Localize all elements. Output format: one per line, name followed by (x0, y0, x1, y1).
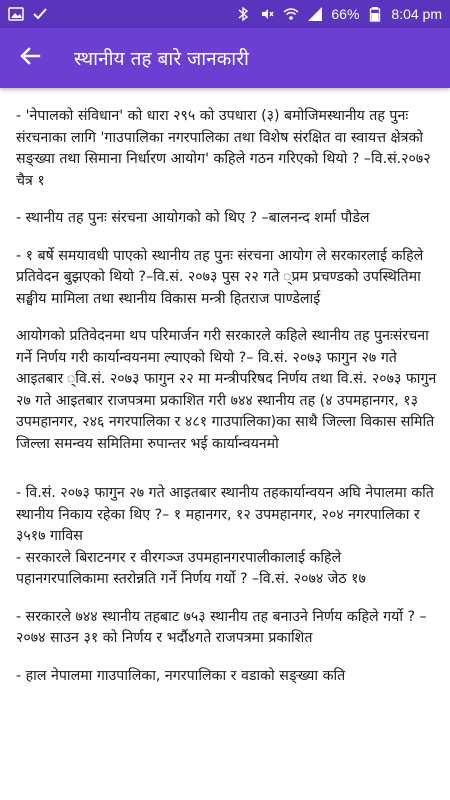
arrow-left-icon (19, 45, 41, 71)
page-title: स्थानीय तह बारे जानकारी (74, 48, 249, 70)
mute-icon (259, 6, 275, 22)
app-bar (0, 28, 450, 88)
signal-icon (307, 6, 323, 22)
status-notifications (8, 6, 48, 22)
check-icon (32, 6, 48, 22)
article-content[interactable] (0, 88, 450, 800)
back-button[interactable] (0, 28, 60, 88)
battery-percent: 66% (331, 6, 360, 22)
wifi-icon (283, 6, 299, 22)
article-paragraph: - सरकारले ७४४ स्थानीय तहबाट ७५३ स्थानीय तह बनाउने निर्णय कहिले गर्यो ? – २०७४ साउन ३१ को निर्णय र भर्दौ४गते राजपत्रमा प्रकाशित (16, 608, 427, 646)
article-paragraph: - सरकारले बिराटनगर र वीरगञ्ज उपमहानगरपालीकालाई कहिले पहानगरपालिकामा स्तरोन्नति गर्ने निर्णय गर्यो ? –वि.सं. २०७४ जेठ १७ (16, 549, 366, 587)
battery-icon (367, 6, 383, 22)
status-bar (0, 0, 450, 28)
article-paragraph: - १ बर्षे समयावधी पाएको स्थानीय तह पुनः संरचना आयोग ले सरकारलाई कहिले प्रतिवेदन बुझएको थियो ?–वि.सं. २०७३ पुस २२ गते ्प्रम प्रचण्डको उपस्थितिमा सङ्घीय मामिला तथा स्थानीय विकास मन्त्री हितराज पाण्डेलाई (16, 247, 424, 307)
article-paragraph: - वि.सं. २०७३ फागुन २७ गते आइतबार स्थानीय तहकार्यान्वयन अघि नेपालमा कति स्थानीय निकाय रहेका थिए ?– १ महानगर, १२ उपमहानगर, २०४ नगरपालिका र ३५१७ गाविस (16, 485, 434, 544)
status-indicators (235, 6, 442, 22)
article-paragraph: - 'नेपालको संविधान' को धारा २९५ को उपधारा (३) बमोजिमस्थानीय तह पुनः संरचनाका लागि 'गाउपालिका नगरपालिका तथा विशेष संरक्षित वा स्वायत्त क्षेत्रको सङ्ख्या तथा सिमाना निर्धारण आयोग' कहिले गठन गरिएको थियो ? –वि.सं.२०७२ चैत्र १ (16, 108, 431, 189)
bluetooth-icon (235, 6, 251, 22)
image-notification-icon (8, 6, 24, 22)
article-paragraph: आयोगको प्रतिवेदनमा थप परिमार्जन गरी सरकारले कहिले स्थानीय तह पुनःसंरचना गर्ने निर्णय गरी कार्यान्वयनमा ल्याएको थियो ?– वि.सं. २०७३ फागुन २७ गते आइतबार ्वि.सं. २०७३ फागुन २२ मा मन्त्रीपरिषद निर्णय तथा वि.सं. २०७३ फागुन २७ गते आइतबार राजपत्रमा प्रकाशित गरी ७४४ स्थानीय तह (४ उपमहानगर, १३ उपमहानगर, २४६ नगरपालिका र ४८१ गाउपालिका)का साथै जिल्ला विकास समिति जिल्ला समन्वय समितिमा रुपान्तर भई कार्यान्वयनमो (16, 328, 437, 452)
article-paragraph: - स्थानीय तह पुनः संरचना आयोगको को थिए ? –बालनन्द शर्मा पौडेल (16, 210, 370, 226)
clock: 8:04 pm (391, 6, 442, 22)
article-paragraph: - हाल नेपालमा गाउपालिका, नगरपालिका र वडाको सङ्ख्या कति (16, 667, 346, 684)
